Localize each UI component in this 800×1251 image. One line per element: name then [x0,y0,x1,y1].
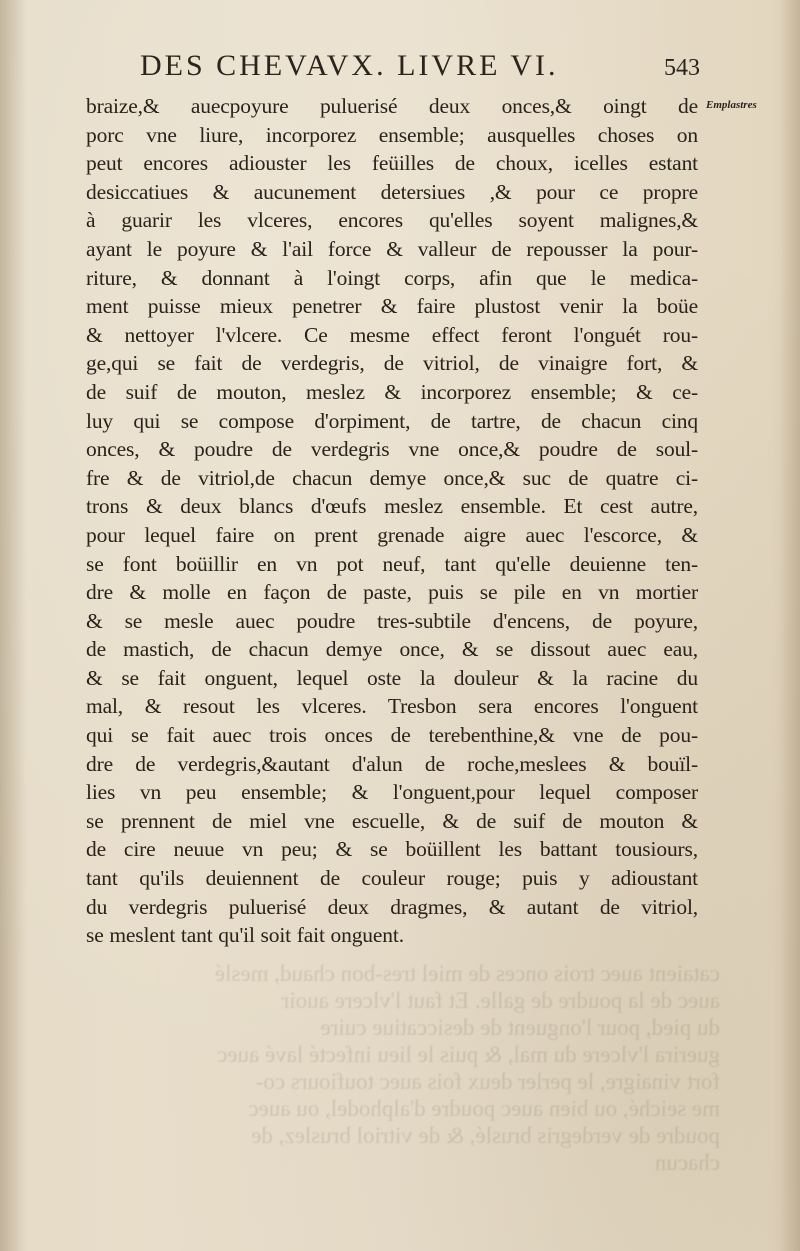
show-through-line: guerira l'vlcere du mal, & puis le lieu infecté lavé auec [217,1042,720,1067]
body-text [86,92,698,950]
text-line: de cire neuue vn peu; & se boüillent les battant tousiours, [86,837,698,862]
show-through-line: fort vinaigre, le perler deux fois auec toufiours co- [255,1069,720,1094]
text-line: & nettoyer l'vlcere. Ce mesme effect feront l'onguét rou- [86,322,698,347]
show-through-line: me seiché, ou bien auec poudre d'alphodel, ou auec [248,1096,720,1121]
show-through-line: du pied, pour l'onguent de desiccatiue cuire [320,1015,720,1040]
text-line: braize,& auecpoyure puluerisé deux onces,& oingt de [86,94,698,118]
text-line: luy qui se compose d'orpiment, de tartre, de chacun cinq [86,408,698,433]
text-line: trons & deux blancs d'œufs meslez ensemble. Et cest autre, [86,494,698,519]
text-line: fre & de vitriol,de chacun demye once,& suc de quatre ci- [86,465,698,490]
show-through-line: chacun [654,1150,720,1175]
show-through-text [80,960,720,1220]
text-line: ayant le poyure & l'ail force & valleur de repousser la pour- [86,236,698,261]
text-line: & se mesle auec poudre tres-subtile d'encens, de poyure, [86,608,698,633]
text-line: & se fait onguent, lequel oste la douleur & la racine du [86,665,698,690]
text-line: lies vn peu ensemble; & l'onguent,pour lequel composer [86,780,698,805]
page-number: 543 [664,55,700,81]
text-line: dre & molle en façon de paste, puis se pile en vn mortier [86,580,698,605]
text-line: riture, & donnant à l'oingt corps, afin que le medica- [86,265,698,290]
show-through-line: poudre de verdegris bruslé, & de vitriol bruslez, de [251,1123,720,1148]
text-line: tant qu'ils deuiennent de couleur rouge; puis y adioustant [86,866,698,891]
text-line: qui se fait auec trois onces de terebenthine,& vne de pou- [86,723,698,748]
text-line: du verdegris puluerisé deux dragmes, & autant de vitriol, [86,894,698,919]
text-line: mal, & resout les vlceres. Tresbon sera encores l'onguent [86,694,698,719]
show-through-line: cataient auec trois onces de miel tres-bon chaud, meslé [214,961,720,986]
text-line: pour lequel faire on prent grenade aigre auec l'escorce, & [86,522,698,547]
show-through-line: auec de la poudre de galle. Et faut l'vlcere auoir [281,988,720,1013]
text-line: de mastich, de chacun demye once, & se dissout auec eau, [86,637,698,662]
page-header [140,49,700,89]
edge-shadow [780,0,800,1251]
text-line: à guarir les vlceres, encores qu'elles soyent malignes,& [86,208,698,233]
margin-note: Emplastres [706,99,757,111]
text-line: ge,qui se fait de verdegris, de vitriol, de vinaigre fort, & [86,351,698,376]
text-line: ment puisse mieux penetrer & faire plustost venir la boüe [86,294,698,319]
text-line: dre de verdegris,&autant d'alun de roche,meslees & bouïl- [86,751,698,776]
text-line: desiccatiues & aucunement detersiues ,& pour ce propre [86,179,698,204]
text-line: onces, & poudre de verdegris vne once,& poudre de soul- [86,437,698,462]
running-head: DES CHEVAVX. LIVRE VI. [140,49,559,82]
gutter-shadow [0,0,26,1251]
text-line: peut encores adiouster les feüilles de choux, icelles estant [86,151,698,176]
text-line-last: se meslent tant qu'il soit fait onguent. [86,923,404,948]
text-line: se font boüillir en vn pot neuf, tant qu'elle deuienne ten- [86,551,698,576]
text-line: de suif de mouton, meslez & incorporez ensemble; & ce- [86,379,698,404]
text-line: se prennent de miel vne escuelle, & de suif de mouton & [86,808,698,833]
text-line: porc vne liure, incorporez ensemble; ausquelles choses on [86,122,698,147]
